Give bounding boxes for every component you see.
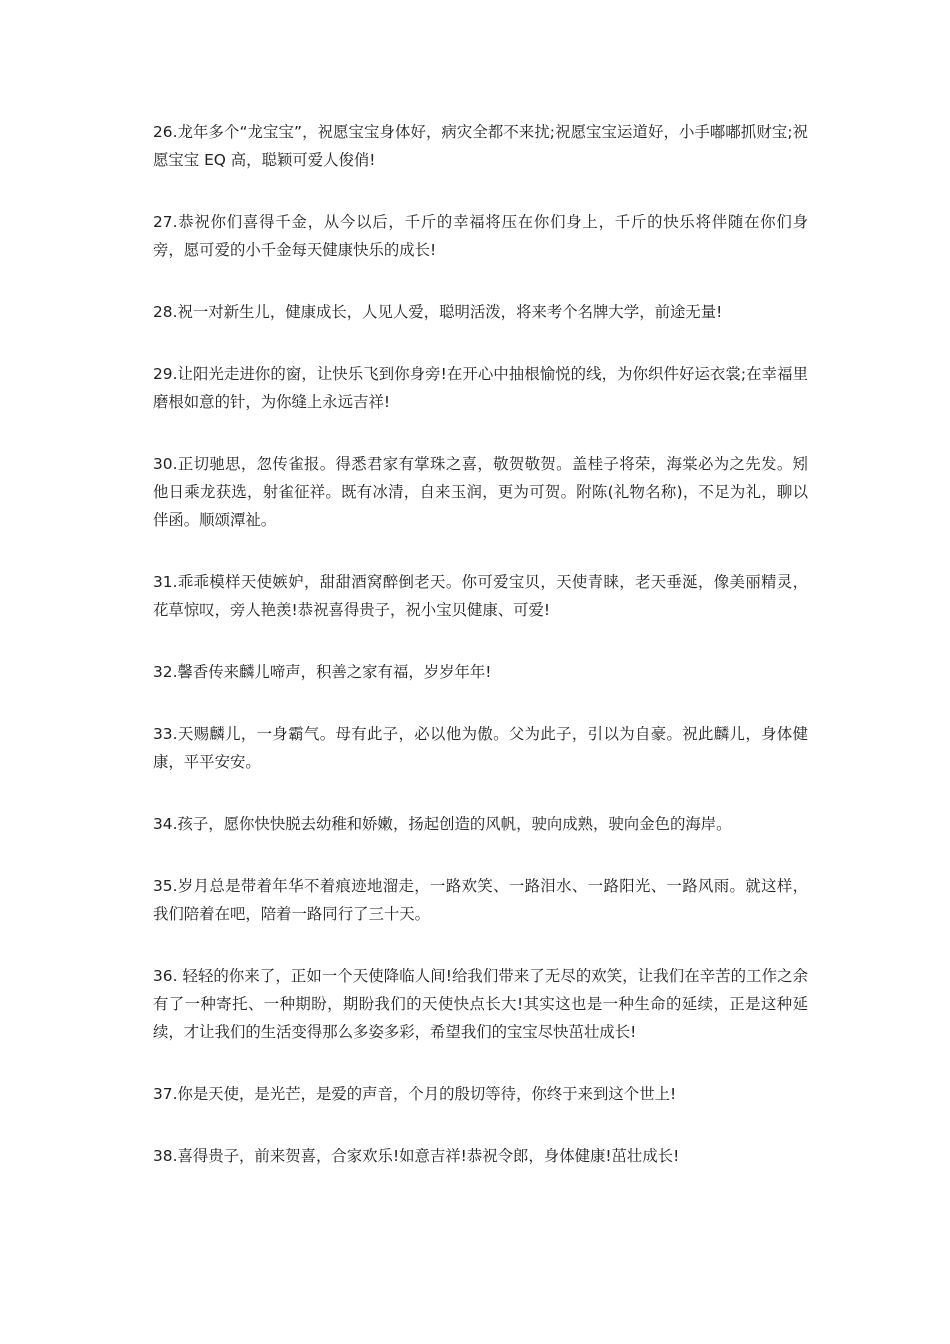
paragraph-36: 36. 轻轻的你来了，正如一个天使降临人间!给我们带来了无尽的欢笑，让我们在辛苦的工作之余有了一种寄托、一种期盼，期盼我们的天使快点长大!其实这也是一种生命的延续，正是这种延续，才让我们的生活变得那么多姿多彩，希望我们的宝宝尽快茁壮成长! (153, 967, 808, 1041)
paragraph-37: 37.你是天使，是光芒，是爱的声音，个月的殷切等待，你终于来到这个世上! (153, 1085, 677, 1103)
paragraph-35: 35.岁月总是带着年华不着痕迹地溜走，一路欢笑、一路泪水、一路阳光、一路风雨。就这样，我们陪着在吧，陪着一路同行了三十天。 (153, 877, 808, 923)
paragraph-33: 33.天赐麟儿，一身霸气。母有此子，必以他为傲。父为此子，引以为自豪。祝此麟儿，身体健康，平平安安。 (153, 725, 808, 771)
paragraph-34: 34.孩子，愿你快快脱去幼稚和娇嫩，扬起创造的风帆，驶向成熟，驶向金色的海岸。 (153, 815, 732, 833)
paragraph-28: 28.祝一对新生儿，健康成长，人见人爱，聪明活泼，将来考个名牌大学，前途无量! (153, 303, 723, 321)
document-body (153, 118, 808, 1204)
paragraph-30: 30.正切驰思，忽传雀报。得悉君家有掌珠之喜，敬贺敬贺。盖桂子将荣，海棠必为之先发。矧他日乘龙获选，射雀征祥。既有冰清，自来玉润，更为可贺。附陈(礼物名称)，不足为礼，聊以伴函。顺颂潭祉。 (153, 455, 808, 529)
paragraph-26: 26.龙年多个“龙宝宝”，祝愿宝宝身体好，病灾全都不来扰;祝愿宝宝运道好，小手嘟嘟抓财宝;祝愿宝宝 EQ 高，聪颖可爱人俊俏! (153, 123, 808, 169)
paragraph-38: 38.喜得贵子，前来贺喜，合家欢乐!如意吉祥!恭祝令郎，身体健康!茁壮成长! (153, 1147, 680, 1165)
paragraph-29: 29.让阳光走进你的窗，让快乐飞到你身旁!在开心中抽根愉悦的线，为你织件好运衣裳;在幸福里磨根如意的针，为你缝上永远吉祥! (153, 365, 808, 411)
paragraph-27: 27.恭祝你们喜得千金，从今以后，千斤的幸福将压在你们身上，千斤的快乐将伴随在你们身旁，愿可爱的小千金每天健康快乐的成长! (153, 213, 808, 259)
paragraph-32: 32.馨香传来麟儿啼声，积善之家有福，岁岁年年! (153, 663, 492, 681)
paragraph-31: 31.乖乖模样天使嫉妒，甜甜酒窝醉倒老天。你可爱宝贝，天使青睐，老天垂涎，像美丽精灵，花草惊叹，旁人艳羡!恭祝喜得贵子，祝小宝贝健康、可爱! (153, 573, 808, 619)
